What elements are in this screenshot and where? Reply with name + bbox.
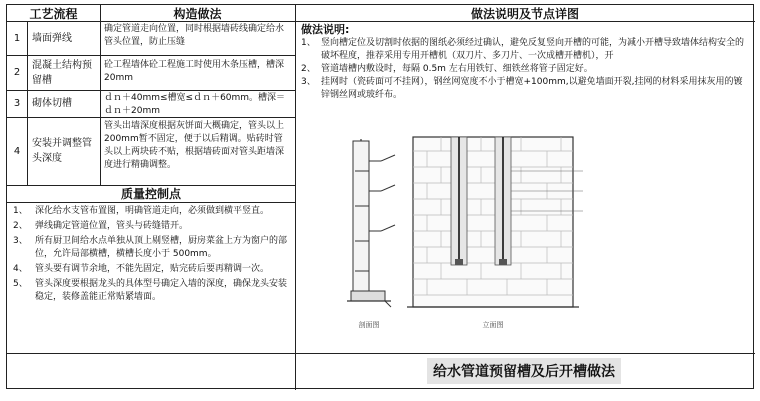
section-view-label: 剖面图: [358, 321, 380, 329]
elevation-view: [407, 137, 583, 307]
list-item: 1、 竖向槽定位及切割时依据的图纸必须经过确认，避免反复竖向开槽的可能，为减小开槽导致墙体结构安全的破坏程度，推荐采用专用开槽机（双刀片、多刀片、一次成槽开槽机），开: [301, 38, 745, 61]
list-item: 4、 管头要有调节余地，不能先固定，贴完砖后要再精调一次。: [13, 264, 270, 274]
list-item: 2、 管道墙槽内敷设时，每隔 0.5m 左右用铁钉、细铁丝将管子固定好。: [301, 64, 593, 74]
list-item: 5、 管头深度要根据龙头的具体型号确定入墙的深度，确保龙头安装稳定，装修盖能正常贴紧墙面。: [13, 279, 288, 302]
step-method: 确定管道走向位置，同时根据墙砖线确定给水管头位置，防止压缝: [104, 24, 285, 47]
step-method: ｄｎ＋40mm≤槽宽≤ｄｎ＋60mm。槽深＝ｄｎ＋20mm: [104, 93, 286, 116]
step-name: 墙面弹线: [32, 32, 72, 44]
header-process: 工艺流程: [29, 6, 78, 21]
elevation-view-label: 立面图: [482, 321, 504, 329]
step-number: 1: [13, 32, 21, 44]
notes-title: 做法说明:: [301, 23, 350, 36]
header-method: 构造做法: [173, 6, 222, 21]
step-number: 3: [13, 98, 21, 109]
drawing-caption: 给水管道预留槽及后开槽做法: [427, 358, 621, 384]
step-number: 4: [13, 145, 21, 157]
list-item: 2、 弹线确定管道位置，管头与砖缝错开。: [13, 221, 189, 231]
header-notes: 做法说明及节点详图: [470, 6, 579, 21]
list-item: 3、 挂网时（瓷砖面可不挂网），钢丝网宽度不小于槽宽+100mm,以避免墙面开裂,挂网的材料采用抹灰用的镀锌钢丝网或玻纤布。: [301, 77, 743, 100]
list-item: 1、 深化给水支管布置图，明确管道走向，必须做到横平竖直。: [13, 206, 270, 216]
step-method: 砼工程墙体砼工程施工时使用木条压槽，槽深 20mm: [104, 60, 285, 83]
node-detail-drawing: [347, 131, 617, 349]
quality-list: [7, 202, 295, 353]
method-notes: [295, 21, 755, 131]
step-method: 管头出墙深度根据灰饼面大概确定，管头以上 200mm暂不固定，便于以后精调。贴砖时管头以上两块砖不贴，根据墙砖面对管头距墙深度进行精确调整。: [104, 121, 285, 170]
step-number: 2: [13, 67, 21, 78]
quality-title: 质量控制点: [120, 187, 181, 201]
list-item: 3、 所有厨卫间给水点单独从顶上剔竖槽，厨房菜盆上方为窗户的部位，允许局部横槽，横槽长度小于 500mm。: [13, 236, 288, 259]
step-name: 砌体切槽: [32, 98, 72, 109]
step-name: 安装并调整管头深度: [32, 138, 92, 164]
construction-method-sheet: [6, 4, 754, 389]
section-view: [347, 139, 395, 307]
step-name: 混凝土结构预留槽: [32, 59, 92, 86]
